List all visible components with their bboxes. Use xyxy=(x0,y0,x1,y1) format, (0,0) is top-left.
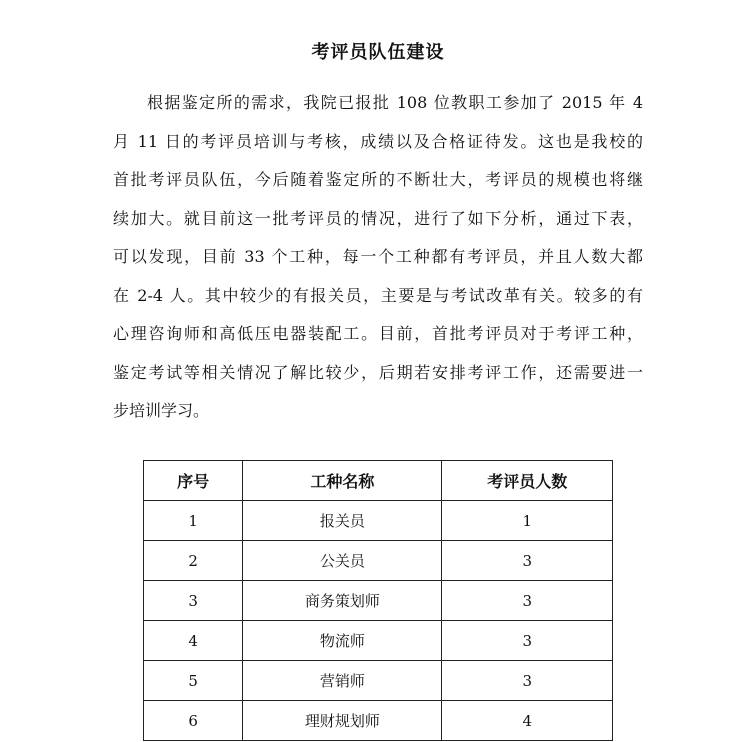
table-header-row xyxy=(144,461,613,501)
paragraph-line: 可以发现，目前 33 个工种，每一个工种都有考评员，并且人数大都 xyxy=(113,247,643,266)
document-title: 考评员队伍建设 xyxy=(311,42,445,63)
header-serial: 序号 xyxy=(144,461,243,501)
paragraph-line: 月 11 日的考评员培训与考核，成绩以及合格证待发。这也是我校的 xyxy=(113,131,643,151)
cell-trade-name: 物流师 xyxy=(243,621,442,661)
paragraph-line: 首批考评员队伍，今后随着鉴定所的不断壮大，考评员的规模也将继 xyxy=(113,170,643,189)
cell-serial: 6 xyxy=(144,701,243,741)
cell-examiner-count: 3 xyxy=(442,541,613,581)
cell-examiner-count: 1 xyxy=(442,501,613,541)
cell-serial: 2 xyxy=(144,541,243,581)
cell-serial: 4 xyxy=(144,621,243,661)
examiner-table xyxy=(143,460,613,741)
cell-trade-name: 商务策划师 xyxy=(243,581,442,621)
table-row xyxy=(144,621,613,661)
paragraph-line: 在 2-4 人。其中较少的有报关员，主要是与考试改革有关。较多的有 xyxy=(113,285,643,305)
table-row xyxy=(144,701,613,741)
paragraph-line: 鉴定考试等相关情况了解比较少，后期若安排考评工作，还需要进一 xyxy=(113,362,643,382)
cell-examiner-count: 3 xyxy=(442,621,613,661)
paragraph-line: 心理咨询师和高低压电器装配工。目前，首批考评员对于考评工种， xyxy=(113,324,643,343)
body-paragraph xyxy=(113,84,643,431)
table-row xyxy=(144,581,613,621)
cell-serial: 1 xyxy=(144,501,243,541)
paragraph-line: 根据鉴定所的需求，我院已报批 108 位教职工参加了 2015 年 4 xyxy=(147,93,643,112)
table-row xyxy=(144,661,613,701)
paragraph-line: 续加大。就目前这一批考评员的情况，进行了如下分析，通过下表， xyxy=(113,208,643,228)
header-examiner-count: 考评员人数 xyxy=(442,461,613,501)
cell-examiner-count: 4 xyxy=(442,701,613,741)
cell-examiner-count: 3 xyxy=(442,581,613,621)
cell-trade-name: 公关员 xyxy=(243,541,442,581)
cell-trade-name: 理财规划师 xyxy=(243,701,442,741)
cell-serial: 5 xyxy=(144,661,243,701)
cell-trade-name: 营销师 xyxy=(243,661,442,701)
paragraph-line: 步培训学习。 xyxy=(113,401,210,420)
cell-serial: 3 xyxy=(144,581,243,621)
cell-trade-name: 报关员 xyxy=(243,501,442,541)
table-row xyxy=(144,541,613,581)
table-row xyxy=(144,501,613,541)
header-trade-name: 工种名称 xyxy=(243,461,442,501)
cell-examiner-count: 3 xyxy=(442,661,613,701)
